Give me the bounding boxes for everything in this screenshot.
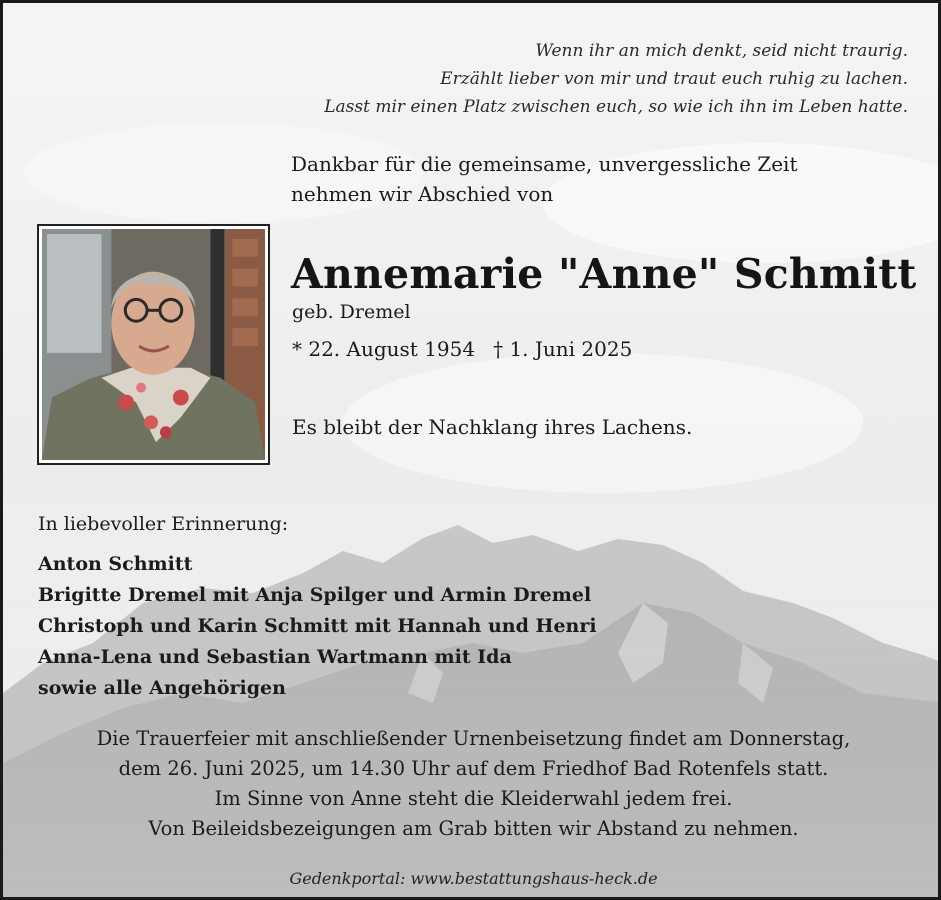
mourner-entry: Brigitte Dremel mit Anja Spilger und Armin Dremel — [38, 584, 592, 606]
memorial-quote: Es bleibt der Nachklang ihres Lachens. — [292, 415, 693, 439]
birth-name: geb. Dremel — [292, 301, 411, 323]
funeral-line: Im Sinne von Anne steht die Kleiderwahl jedem frei. — [214, 787, 733, 810]
mourners-list — [38, 549, 597, 704]
funeral-line: dem 26. Juni 2025, um 14.30 Uhr auf dem Friedhof Bad Rotenfels statt. — [118, 757, 829, 780]
mourner-entry: sowie alle Angehörigen — [38, 677, 286, 699]
funeral-line: Die Trauerfeier mit anschließender Urnenbeisetzung findet am Donnerstag, — [96, 727, 851, 750]
intro-line: nehmen wir Abschied von — [291, 182, 554, 206]
memorial-portal-link[interactable]: Gedenkportal: www.bestattungshaus-heck.de — [289, 869, 658, 888]
poem-verse — [324, 37, 908, 121]
portrait-frame — [37, 224, 270, 465]
mourner-entry: Anton Schmitt — [38, 553, 193, 575]
birth-date: * 22. August 1954 — [292, 337, 476, 361]
poem-line: Wenn ihr an mich denkt, seid nicht traurig. — [535, 41, 908, 61]
intro-text — [291, 149, 797, 209]
poem-line: Lasst mir einen Platz zwischen euch, so wie ich ihn im Leben hatte. — [324, 97, 908, 117]
funeral-details — [3, 724, 941, 844]
mourner-entry: Anna-Lena und Sebastian Wartmann mit Ida — [38, 646, 512, 668]
life-dates — [292, 337, 632, 361]
death-date: † 1. Juni 2025 — [493, 337, 633, 361]
memory-label: In liebevoller Erinnerung: — [38, 513, 289, 535]
funeral-line: Von Beileidsbezeigungen am Grab bitten wir Abstand zu nehmen. — [148, 817, 799, 840]
portrait-photo — [42, 229, 265, 460]
intro-line: Dankbar für die gemeinsame, unvergessliche Zeit — [291, 152, 798, 176]
poem-line: Erzählt lieber von mir und traut euch ruhig zu lachen. — [440, 69, 908, 89]
deceased-name: Annemarie "Anne" Schmitt — [291, 250, 917, 298]
mourner-entry: Christoph und Karin Schmitt mit Hannah und Henri — [38, 615, 597, 637]
